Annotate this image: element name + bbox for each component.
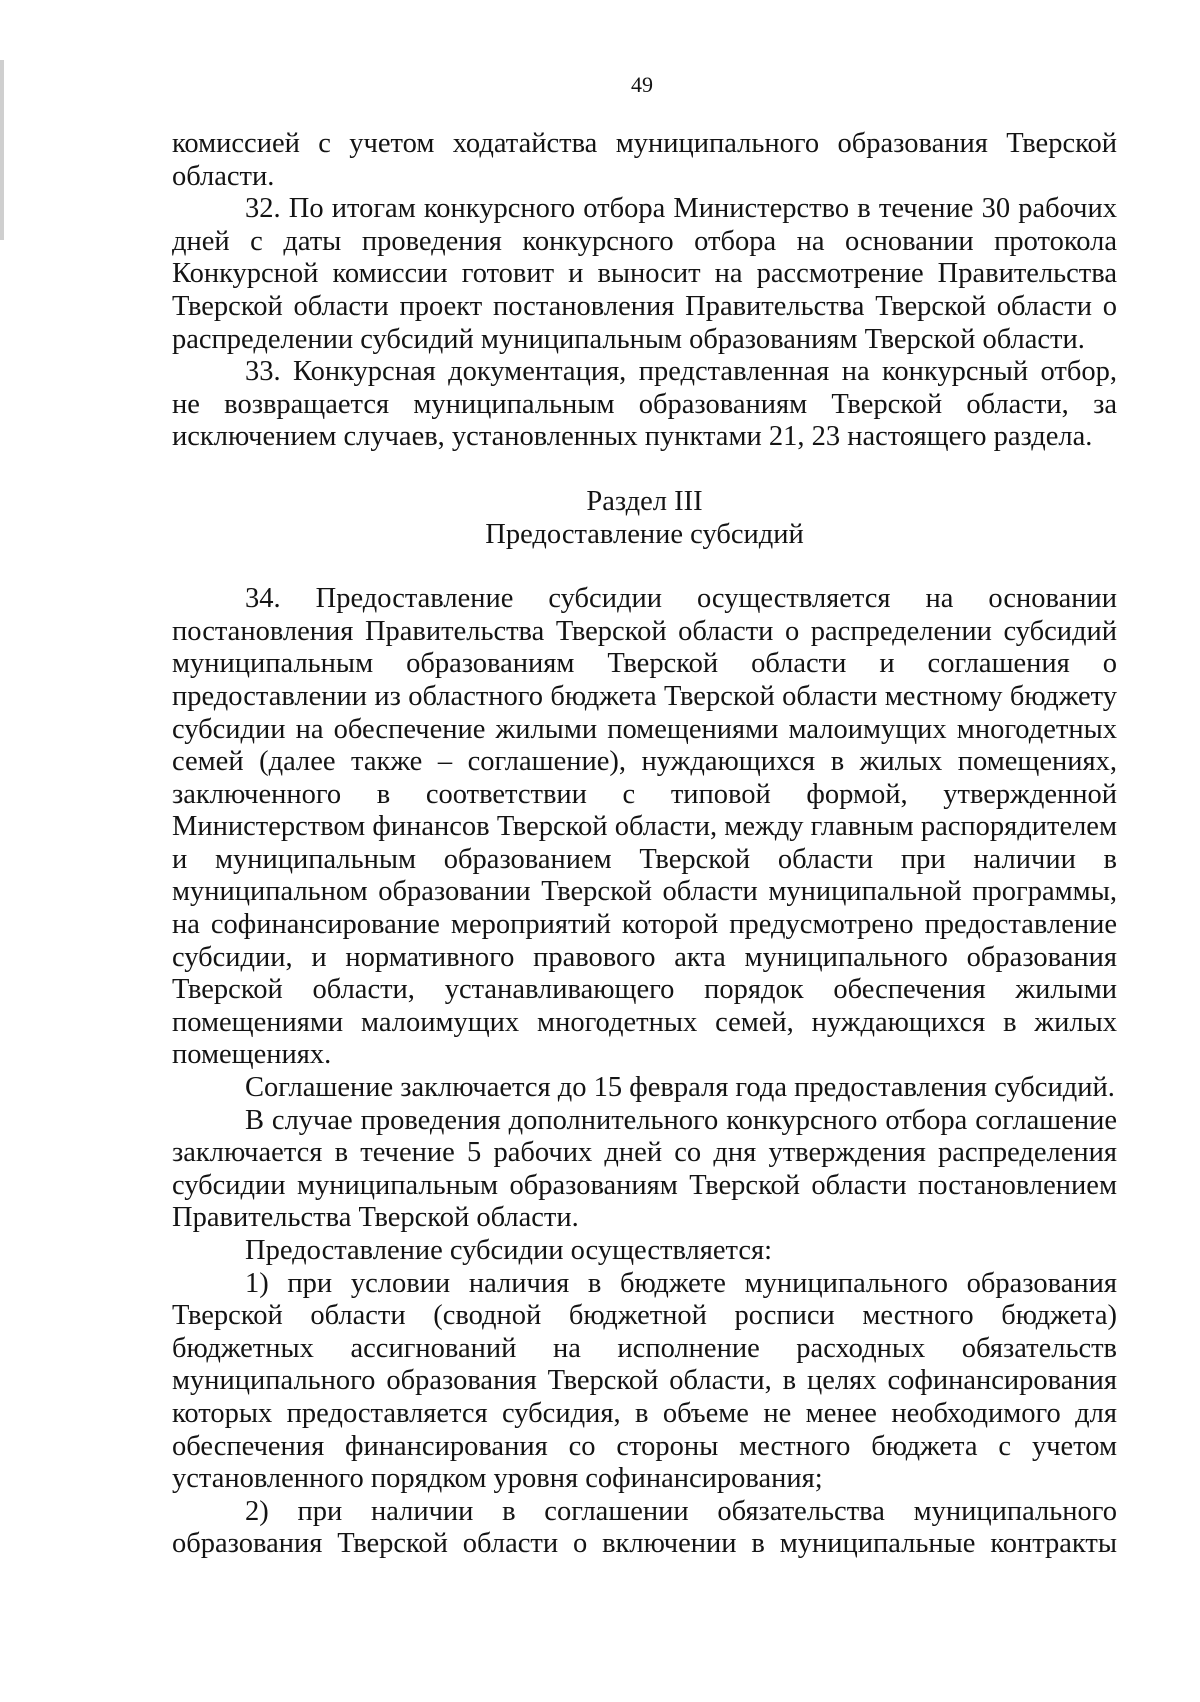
scan-edge-mark xyxy=(0,60,4,240)
section-label: Раздел III xyxy=(586,485,703,517)
paragraph-34: 34. Предоставление субсидии осуществляется на основании постановления Правительства Тверской области о распределении субсидий муниципальным образованиям Тверской области и соглашения о предоставлении из областного бюджета Тверской области местному бюджету субсидии на обеспечение жилыми помещениями малоимущих многодетных семей (далее также – соглашение), нуждающихся в жилых помещениях, заключенного в соответствии с типовой формой, утвержденной Министерством финансов Тверской области, между главным распорядителем и муниципальным образованием Тверской области при наличии в муниципальном образовании Тверской области муниципальной программы, на софинансирование мероприятий которой предусмотрено предоставление субсидии, и нормативного правового акта муниципального образования Тверской области, устанавливающего порядок обеспечения жилыми помещениями малоимущих многодетных семей, нуждающихся в жилых помещениях. xyxy=(172,583,1117,1071)
section-title: Предоставление субсидий xyxy=(485,518,804,550)
spacer xyxy=(172,551,1117,583)
spacer xyxy=(172,454,1117,486)
paragraph-continuation: комиссией с учетом ходатайства муниципального образования Тверской области. xyxy=(172,128,1117,192)
paragraph-33: 33. Конкурсная документация, представленная на конкурсный отбор, не возвращается муниципальным образованиям Тверской области, за исключением случаев, установленных пунктами 21, 23 настоящего раздела. xyxy=(172,356,1117,453)
paragraph-32: 32. По итогам конкурсного отбора Министерство в течение 30 рабочих дней с даты проведения конкурсного отбора на основании протокола Конкурсной комиссии готовит и выносит на рассмотрение Правительства Тверской области проект постановления Правительства Тверской области о распределении субсидий муниципальным образованиям Тверской области. xyxy=(172,193,1117,355)
page-number: 49 xyxy=(631,72,653,97)
paragraph-provision-conditions-intro: Предоставление субсидии осуществляется: xyxy=(245,1235,773,1266)
paragraph-agreement-deadline: Соглашение заключается до 15 февраля года предоставления субсидий. xyxy=(245,1072,1115,1104)
document-body xyxy=(172,128,1117,1561)
list-item-condition-1: 1) при условии наличия в бюджете муниципального образования Тверской области (сводной бюджетной росписи местного бюджета) бюджетных ассигнований на исполнение расходных обязательств муниципального образования Тверской области, в целях софинансирования которых предоставляется субсидия, в объеме не менее необходимого для обеспечения финансирования со стороны местного бюджета с учетом установленного порядком уровня софинансирования; xyxy=(172,1267,1117,1495)
list-item-condition-2: 2) при наличии в соглашении обязательства муниципального образования Тверской области о включении в муниципальные контракты xyxy=(172,1495,1117,1560)
paragraph-additional-selection: В случае проведения дополнительного конкурсного отбора соглашение заключается в течение 5 рабочих дней со дня утверждения распределения субсидии муниципальным образованиям Тверской области постановлением Правительства Тверской области. xyxy=(172,1104,1117,1234)
